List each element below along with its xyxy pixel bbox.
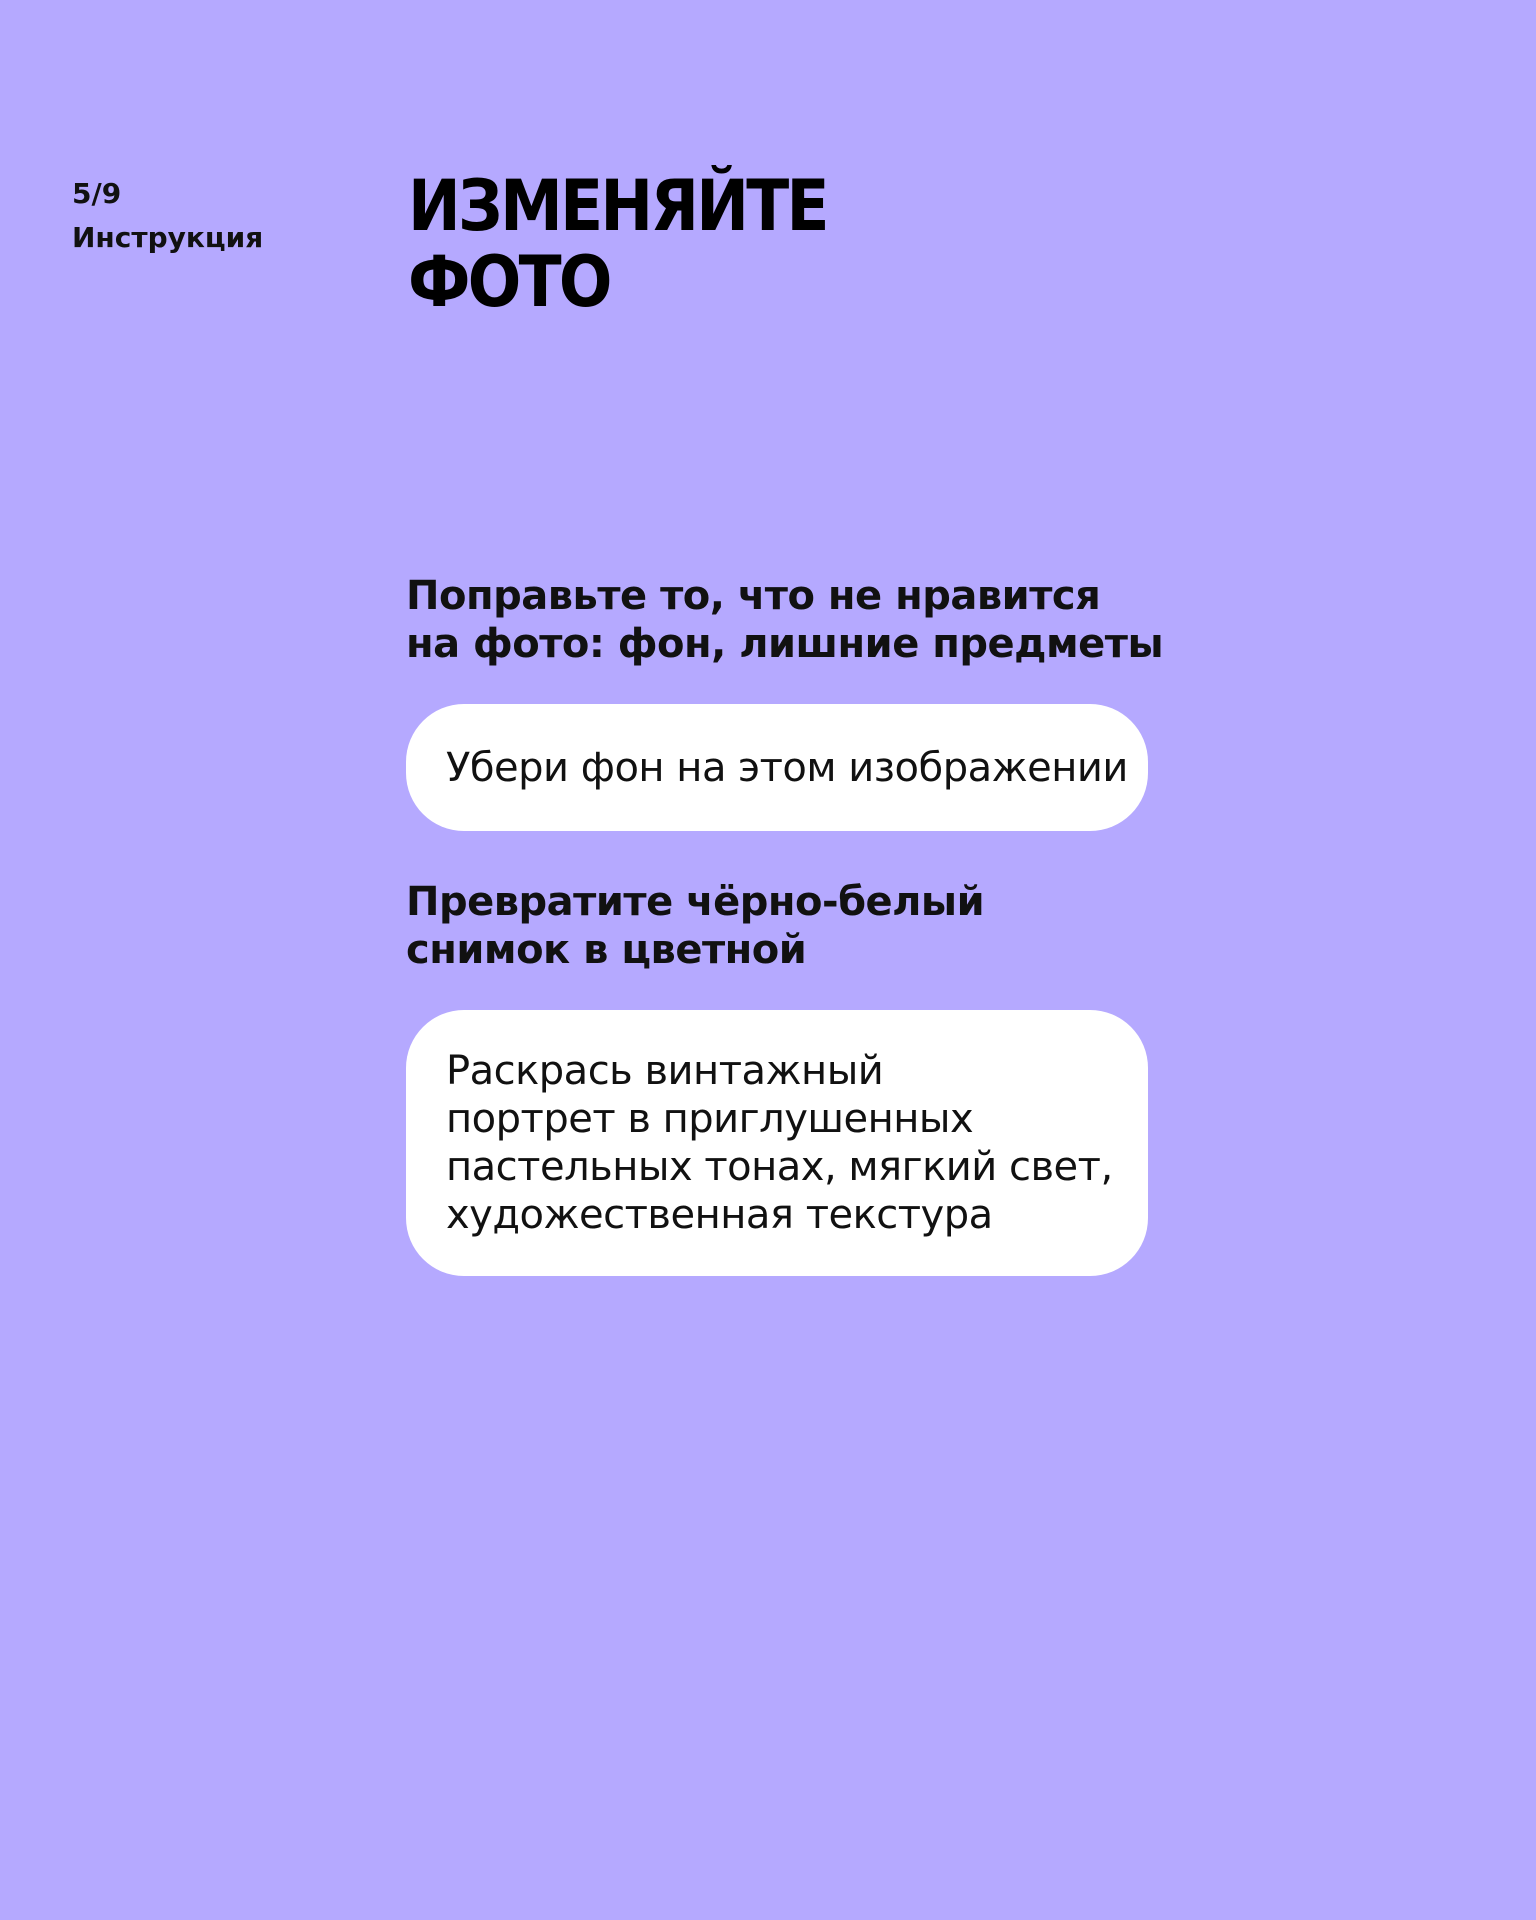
prompt-line: Убери фон на этом изображении (446, 744, 1128, 791)
slide-meta (72, 172, 263, 260)
caption-line: на фото: фон, лишние предметы (406, 621, 1164, 667)
tip-caption-colorize (406, 878, 984, 974)
page-title (408, 165, 827, 323)
caption-line: Поправьте то, что не нравится (406, 573, 1101, 619)
prompt-line: портрет в приглушенных (446, 1096, 974, 1142)
section-label: Инструкция (72, 221, 264, 254)
prompt-bubble-remove-background (406, 704, 1148, 831)
prompt-line: пастельных тонах, мягкий свет, (446, 1144, 1113, 1190)
slide-counter: 5/9 (72, 177, 122, 210)
prompt-line: Раскрась винтажный (446, 1048, 884, 1094)
tip-caption-remove-background (406, 572, 1163, 668)
caption-line: снимок в цветной (406, 927, 807, 973)
prompt-line: художественная текстура (446, 1192, 993, 1238)
prompt-bubble-colorize (406, 1010, 1148, 1276)
caption-line: Превратите чёрно-белый (406, 879, 985, 925)
page-title-line: ФОТО (408, 241, 610, 323)
page-title-line: ИЗМЕНЯЙТЕ (408, 165, 827, 247)
